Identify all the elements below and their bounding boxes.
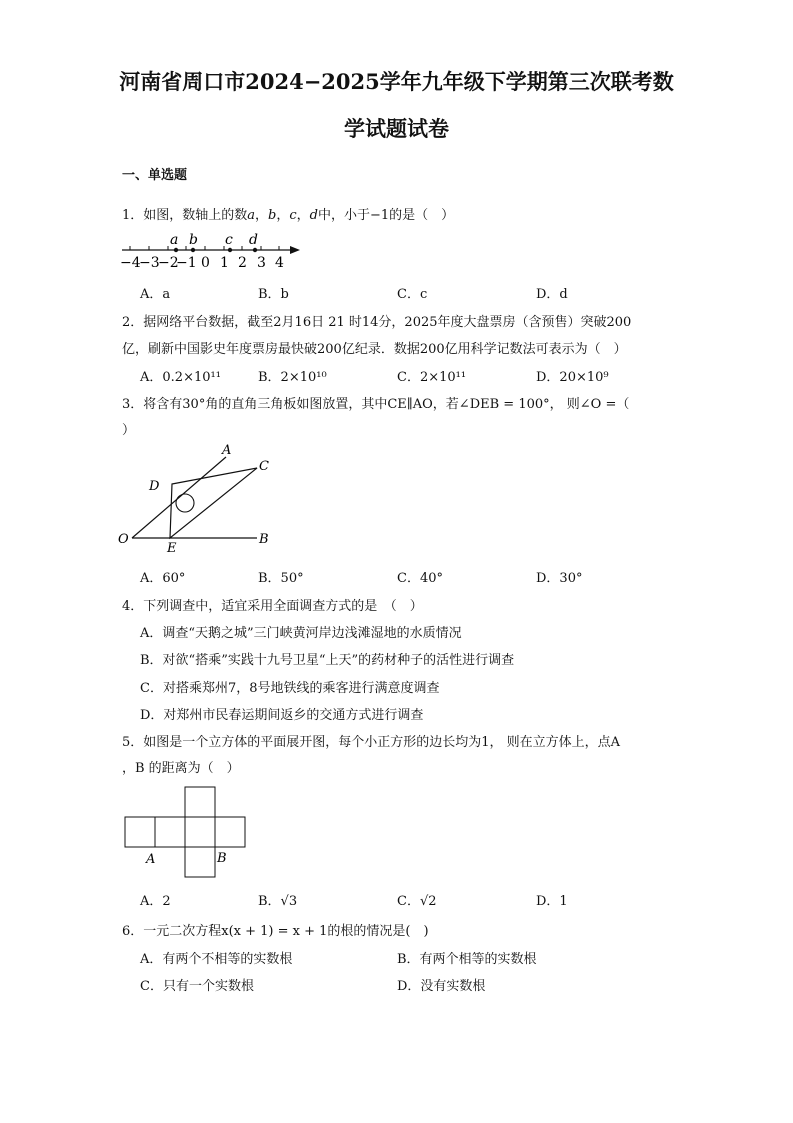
label-E: E bbox=[167, 541, 177, 555]
q3-option-c: C．40° bbox=[397, 571, 443, 586]
question-4-stem: 4．下列调查中，适宜采用全面调查方式的是 （ ） bbox=[122, 599, 423, 614]
q4-option-a: A．调查“天鹅之城”三门峡黄河岸边浅滩湿地的水质情况 bbox=[140, 626, 462, 641]
question-3-stem-line1: 3．将含有30°角的直角三角板如图放置，其中CE∥AO，若∠DEB = 100°， 则∠O =（ bbox=[122, 397, 630, 412]
tick-label: 0 bbox=[201, 255, 210, 271]
q6-option-b: B．有两个相等的实数根 bbox=[397, 952, 537, 967]
tick-label: 3 bbox=[257, 255, 266, 271]
label-B: B bbox=[259, 532, 269, 547]
question-2-stem-line2: 亿，刷新中国影史年度票房最快破200亿纪录．数据200亿用科学记数法可表示为（ ） bbox=[122, 342, 627, 357]
point-a bbox=[174, 248, 178, 252]
line-OA bbox=[132, 457, 226, 538]
q2-option-c: C．2×10¹¹ bbox=[397, 370, 467, 385]
q5-option-c: C．√2 bbox=[397, 894, 437, 909]
q6-option-d: D．没有实数根 bbox=[397, 979, 486, 994]
page-title-line1: 河南省周口市2024−2025学年九年级下学期第三次联考数 bbox=[119, 69, 674, 94]
label-C: C bbox=[259, 459, 269, 474]
label-D: D bbox=[149, 479, 160, 494]
tick-label: 1 bbox=[220, 255, 229, 271]
question-1-stem: 1．如图，数轴上的数𝑎，𝑏，𝑐，𝑑中，小于−1的是（ ） bbox=[122, 208, 455, 223]
point-c bbox=[228, 248, 232, 252]
question-3-stem-line2: ） bbox=[122, 423, 136, 438]
net-square bbox=[215, 817, 245, 847]
net-square bbox=[185, 847, 215, 877]
q2-option-a: A．0.2×10¹¹ bbox=[140, 370, 221, 385]
question-6-stem: 6．一元二次方程x(x + 1) = x + 1的根的情况是( ) bbox=[122, 924, 429, 939]
question-5-stem-line1: 5．如图是一个立方体的平面展开图，每个小正方形的边长均为1， 则在立方体上，点A bbox=[122, 735, 621, 750]
number-line-figure bbox=[118, 230, 308, 272]
triangle-hole bbox=[176, 494, 194, 512]
net-square bbox=[155, 817, 185, 847]
triangle-figure bbox=[112, 440, 282, 555]
label-c: c bbox=[225, 232, 233, 248]
page-title-line2: 学试题试卷 bbox=[344, 116, 449, 141]
q6-option-c: C．只有一个实数根 bbox=[140, 979, 254, 994]
q3-option-d: D．30° bbox=[536, 571, 583, 586]
q3-option-a: A．60° bbox=[140, 571, 186, 586]
q4-option-c: C．对搭乘郑州7，8号地铁线的乘客进行满意度调查 bbox=[140, 681, 440, 696]
q1-option-a: A．a bbox=[140, 287, 171, 302]
q4-option-b: B．对欲“搭乘”实践十九号卫星“上天”的药材种子的活性进行调查 bbox=[140, 653, 515, 668]
tick-label: −2 bbox=[158, 255, 179, 271]
tick-label: −1 bbox=[176, 255, 197, 271]
q2-option-d: D．20×10⁹ bbox=[536, 370, 609, 385]
tick-label: 2 bbox=[238, 255, 247, 271]
label-O: O bbox=[118, 532, 129, 547]
label-B: B bbox=[217, 851, 227, 866]
net-square bbox=[125, 817, 155, 847]
triangle-DCE bbox=[170, 468, 257, 538]
cube-net-figure bbox=[120, 785, 250, 880]
q6-option-a: A．有两个不相等的实数根 bbox=[140, 952, 293, 967]
q5-option-b: B．√3 bbox=[258, 894, 298, 909]
q1-option-d: D．d bbox=[536, 287, 568, 302]
tick-label: −4 bbox=[120, 255, 141, 271]
q1-option-b: B．b bbox=[258, 287, 289, 302]
point-d bbox=[253, 248, 257, 252]
q4-option-d: D．对郑州市民春运期间返乡的交通方式进行调查 bbox=[140, 708, 424, 723]
number-line-arrow bbox=[290, 246, 300, 254]
point-b bbox=[191, 248, 195, 252]
label-a: a bbox=[170, 232, 179, 248]
label-b: b bbox=[189, 232, 198, 248]
label-d: d bbox=[249, 232, 258, 248]
q5-option-a: A．2 bbox=[140, 894, 171, 909]
net-square bbox=[185, 817, 215, 847]
question-2-stem-line1: 2．据网络平台数据，截至2月16日 21 时14分，2025年度大盘票房（含预售）突破200 bbox=[122, 315, 632, 330]
q2-option-b: B．2×10¹⁰ bbox=[258, 370, 327, 385]
q1-option-c: C．c bbox=[397, 287, 428, 302]
section-heading: 一、单选题 bbox=[122, 168, 188, 183]
q5-option-d: D．1 bbox=[536, 894, 568, 909]
tick-label: −3 bbox=[139, 255, 160, 271]
q3-option-b: B．50° bbox=[258, 571, 304, 586]
net-square bbox=[185, 787, 215, 817]
tick-label: 4 bbox=[275, 255, 284, 271]
question-5-stem-line2: ，B 的距离为（ ） bbox=[122, 761, 240, 776]
label-A: A bbox=[222, 443, 232, 458]
label-A: A bbox=[146, 852, 156, 867]
